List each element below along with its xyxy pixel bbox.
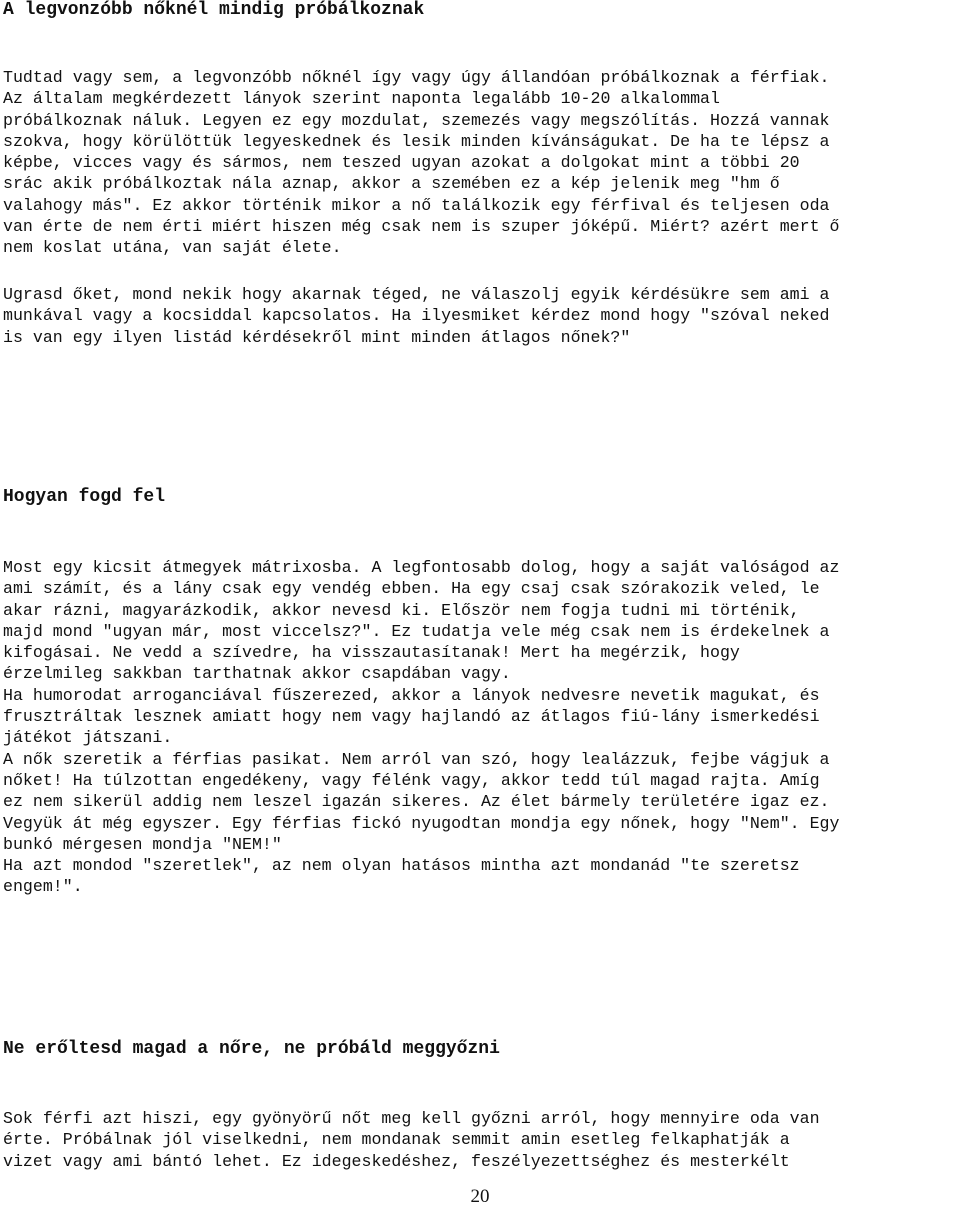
section-heading: Hogyan fogd fel	[3, 487, 166, 507]
body-paragraph: Sok férfi azt hiszi, egy gyönyörű nőt meg kell győzni arról, hogy mennyire oda van érte. Próbálnak jól viselkedni, nem mondanak semmit amin esetleg felkaphatják a vizet vagy ami bántó lehet. Ez idegeskedéshez, feszélyezettséghez és mesterkélt	[3, 1109, 820, 1171]
page-number: 20	[470, 1186, 490, 1207]
section-heading: Ne erőltesd magad a nőre, ne próbáld meggyőzni	[3, 1039, 500, 1059]
document-title: A legvonzóbb nőknél mindig próbálkoznak	[3, 0, 425, 20]
body-paragraph: Ugrasd őket, mond nekik hogy akarnak téged, ne válaszolj egyik kérdésükre sem ami a munkával vagy a kocsiddal kapcsolatos. Ha ilyesmiket kérdez mond hogy "szóval neked is van egy ilyen listád kérdésekről mint minden átlagos nőnek?"	[3, 285, 830, 347]
body-paragraph: Tudtad vagy sem, a legvonzóbb nőknél így vagy úgy állandóan próbálkoznak a férfiak. Az általam megkérdezett lányok szerint naponta legalább 10-20 alkalommal próbálkoznak náluk. Legyen ez egy mozdulat, szemezés vagy megszólítás. Hozzá vannak szokva, hogy körülöttük legyeskednek és lesik minden kívánságukat. De ha te lépsz a képbe, vicces vagy és sármos, nem teszed ugyan azokat a dolgokat mint a többi 20 srác akik próbálkoztak nála aznap, akkor a szemében ez a kép jelenik meg "hm ő valahogy más". Ez akkor történik mikor a nő találkozik egy férfival és teljesen oda van érte de nem érti miért hiszen még csak nem is szuper jóképű. Miért? azért mert ő nem koslat utána, van saját élete.	[3, 68, 840, 258]
body-paragraph: Most egy kicsit átmegyek mátrixosba. A legfontosabb dolog, hogy a saját valóságod az ami számít, és a lány csak egy vendég ebben. Ha egy csaj csak szórakozik veled, le akar rázni, magyarázkodik, akkor nevesd ki. Először nem fogja tudni mi történik, majd mond "ugyan már, most viccelsz?". Ez tudatja vele még csak nem is érdekelnek a kifogásai. Ne vedd a szívedre, ha visszautasítanak! Mert ha megérzik, hogy érzelmileg sakkban tarthatnak akkor csapdában vagy. Ha humorodat arroganciával fűszerezed, akkor a lányok nedvesre nevetik magukat, és frusztráltak lesznek amiatt hogy nem vagy hajlandó az átlagos fiú-lány ismerkedési játékot játszani. A nők szeretik a férfias pasikat. Nem arról van szó, hogy lealázzuk, fejbe vágjuk a nőket! Ha túlzottan engedékeny, vagy félénk vagy, akkor tedd túl magad rajta. Amíg ez nem sikerül addig nem leszel igazán sikeres. Az élet bármely területére igaz ez. Vegyük át még egyszer. Egy férfias fickó nyugodtan mondja egy nőnek, hogy "Nem". Egy bunkó mérgesen mondja "NEM!" Ha azt mondod "szeretlek", az nem olyan hatásos mintha azt mondanád "te szeretsz engem!".	[3, 558, 840, 897]
